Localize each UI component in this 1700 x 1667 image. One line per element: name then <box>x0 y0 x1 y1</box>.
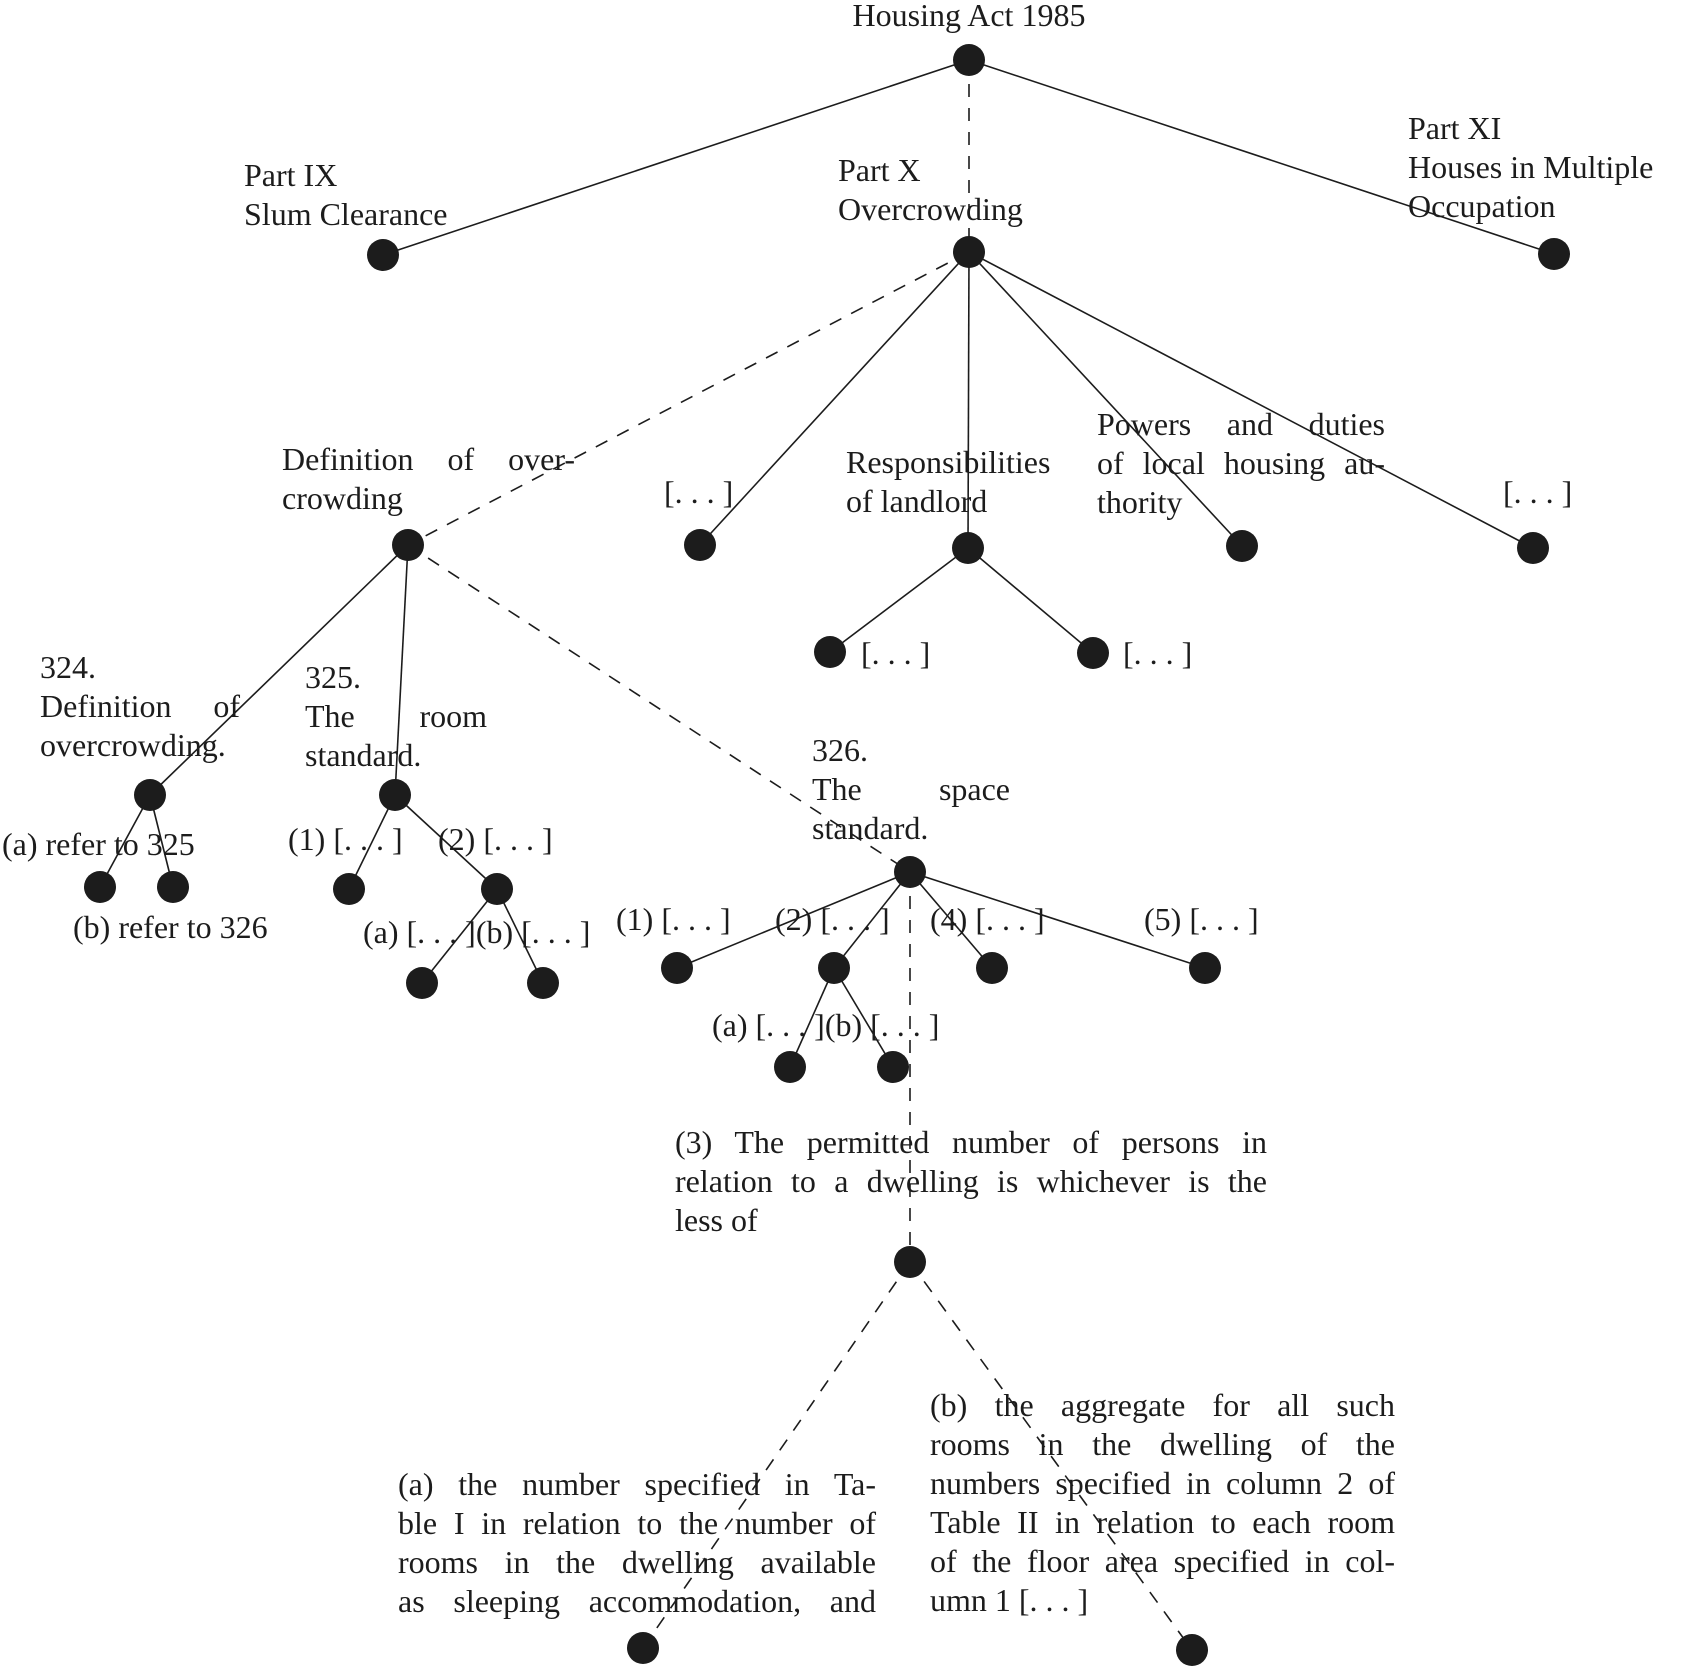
item-3b-line6: umn 1 [. . . ] <box>930 1582 1089 1618</box>
item-3a-line4: as sleeping accommodation, and <box>398 1583 876 1619</box>
item-3a-line2: ble I in relation to the number of <box>398 1505 876 1541</box>
partx-ellipsis-right-label: [. . . ] <box>1503 474 1573 510</box>
responsibilities-label <box>846 443 1050 521</box>
node-326-5 <box>1189 952 1221 984</box>
section-324-line1: Definition of <box>40 688 240 724</box>
responsibilities-line1: Responsibilities <box>846 444 1051 480</box>
node-responsibilities <box>952 532 984 564</box>
node-325-2 <box>481 873 513 905</box>
node-part-xi <box>1538 238 1570 270</box>
responsibilities-line2: of landlord <box>846 483 988 519</box>
node-326-2a <box>774 1051 806 1083</box>
section-324-label <box>40 648 240 765</box>
node-3-b <box>1176 1634 1208 1666</box>
powers-label <box>1097 405 1385 522</box>
node-partx-ellipsis-right <box>1517 532 1549 564</box>
item-3a-line3: rooms in the dwelling available <box>398 1544 876 1580</box>
definition-line1: Definition of over- <box>282 441 575 477</box>
item-3b-line1: (b) the aggregate for all such <box>930 1387 1395 1423</box>
section-325-item-2: (2) [. . . ] <box>438 821 553 857</box>
part-xi-line1: Part XI <box>1408 110 1502 146</box>
section-324-line2: overcrowding. <box>40 727 226 763</box>
section-324-item-b: (b) refer to 326 <box>73 909 268 945</box>
node-324-a <box>84 871 116 903</box>
node-325-2a <box>406 967 438 999</box>
section-324-item-a: (a) refer to 325 <box>2 826 195 862</box>
section-325-number: 325. <box>305 659 361 695</box>
item-3b-line2: rooms in the dwelling of the <box>930 1426 1395 1462</box>
node-325 <box>379 779 411 811</box>
item-3a-paragraph <box>398 1465 876 1621</box>
section-325-label <box>305 658 487 775</box>
node-326-3 <box>894 1246 926 1278</box>
powers-line2: of local housing au- <box>1097 445 1385 481</box>
item-3-line3: less of <box>675 1202 758 1238</box>
item-3b-paragraph <box>930 1386 1395 1620</box>
node-325-2b <box>527 967 559 999</box>
section-325-item-2-sub: (a) [. . . ](b) [. . . ] <box>363 914 591 950</box>
powers-line1: Powers and duties <box>1097 406 1385 442</box>
node-325-1 <box>333 873 365 905</box>
node-3-a <box>627 1632 659 1664</box>
definition-label <box>282 440 575 518</box>
item-3b-line5: of the floor area specified in col- <box>930 1543 1395 1579</box>
part-xi-line3: Occupation <box>1408 188 1556 224</box>
part-xi-label <box>1408 109 1653 226</box>
part-xi-line2: Houses in Multiple <box>1408 149 1654 185</box>
part-x-label <box>838 151 1023 229</box>
section-326-line1: The space <box>812 771 1010 807</box>
node-partx-ellipsis-left <box>684 529 716 561</box>
section-326-item-1: (1) [. . . ] <box>616 901 731 937</box>
item-3a-line1: (a) the number specified in Ta- <box>398 1466 876 1502</box>
part-ix-line1: Part IX <box>244 157 338 193</box>
node-part-ix <box>367 239 399 271</box>
node-part-x <box>953 236 985 268</box>
section-326-line2: standard. <box>812 810 929 846</box>
section-325-line2: standard. <box>305 737 422 773</box>
powers-line3: thority <box>1097 484 1183 520</box>
partx-ellipsis-left-label: [. . . ] <box>664 474 734 510</box>
resp-child-left-label: [. . . ] <box>861 635 931 671</box>
section-325-item-1: (1) [. . . ] <box>288 821 403 857</box>
node-housing-act <box>953 44 985 76</box>
node-324-b <box>157 871 189 903</box>
node-powers <box>1226 530 1258 562</box>
section-326-item-5: (5) [. . . ] <box>1144 901 1259 937</box>
node-326-4 <box>976 952 1008 984</box>
item-3b-line3: numbers specified in column 2 of <box>930 1465 1395 1501</box>
edge-resp-child-right <box>968 548 1093 653</box>
page-title: Housing Act 1985 <box>852 0 1086 33</box>
node-326-1 <box>661 952 693 984</box>
node-definition <box>392 529 424 561</box>
node-resp-child-left <box>814 636 846 668</box>
section-326-label <box>812 731 1010 848</box>
item-3-line1: (3) The permitted number of persons in <box>675 1124 1267 1160</box>
part-ix-line2: Slum Clearance <box>244 196 448 232</box>
part-x-line2: Overcrowding <box>838 191 1023 227</box>
section-326-item-4: (4) [. . . ] <box>930 901 1045 937</box>
part-ix-label <box>244 156 447 234</box>
resp-child-right-label: [. . . ] <box>1123 635 1193 671</box>
section-324-number: 324. <box>40 649 96 685</box>
section-326-item-2: (2) [. . . ] <box>775 901 890 937</box>
node-326-2b <box>877 1051 909 1083</box>
section-325-line1: The room <box>305 698 487 734</box>
node-326-2 <box>818 952 850 984</box>
part-x-line1: Part X <box>838 152 921 188</box>
section-326-number: 326. <box>812 732 868 768</box>
node-326 <box>894 856 926 888</box>
node-resp-child-right <box>1077 637 1109 669</box>
item-3-line2: relation to a dwelling is whichever is the <box>675 1163 1267 1199</box>
item-3b-line4: Table II in relation to each room <box>930 1504 1395 1540</box>
definition-line2: crowding <box>282 480 403 516</box>
node-324 <box>134 779 166 811</box>
section-326-item-2-sub: (a) [. . . ](b) [. . . ] <box>712 1007 940 1043</box>
section-326-item-3 <box>675 1123 1267 1240</box>
